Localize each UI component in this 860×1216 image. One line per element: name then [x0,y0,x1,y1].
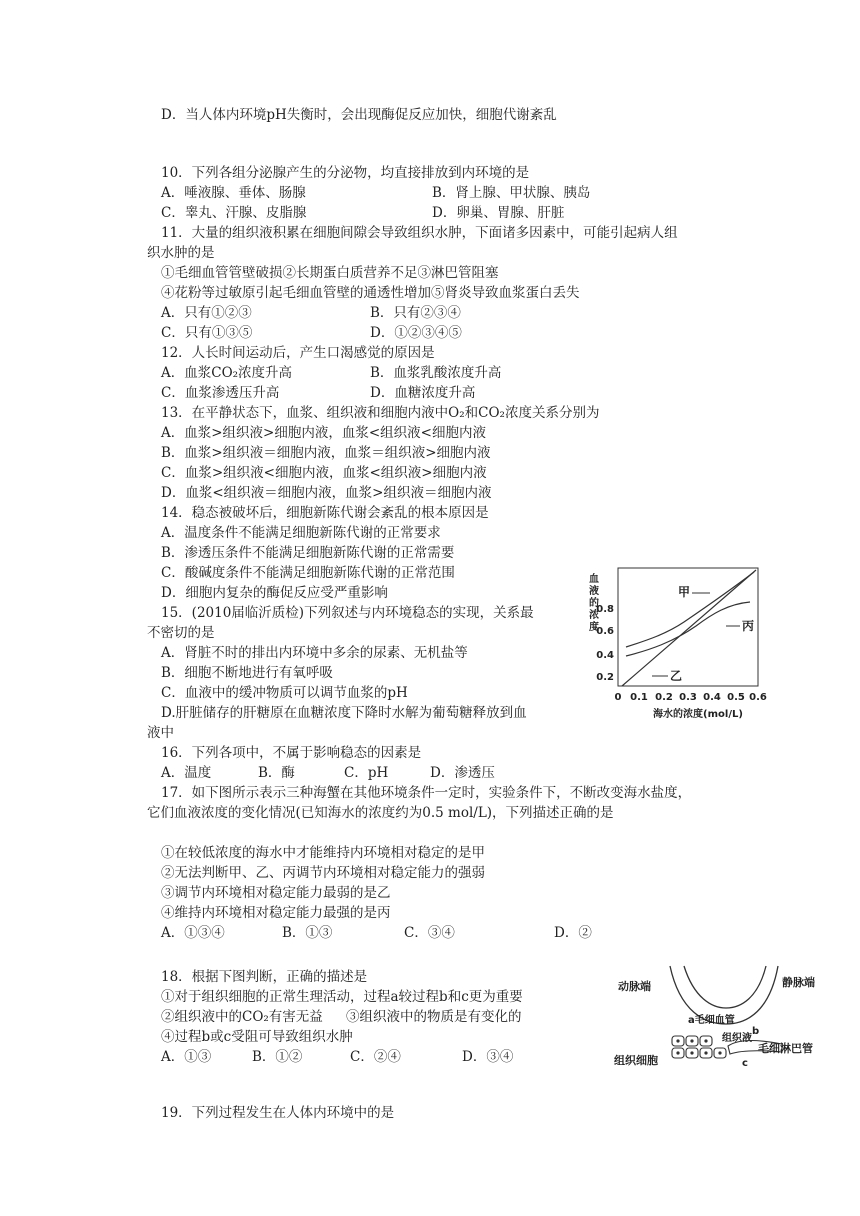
q14-option-c: C．酸碱度条件不能满足细胞新陈代谢的正常范围 [161,565,455,581]
q11-stem-cont: 织水肿的是 [147,245,215,261]
q15-option-c: C．血液中的缓冲物质可以调节血浆的pH [161,685,408,701]
q10-stem: 10．下列各组分泌腺产生的分泌物，均直接排放到内环境的是 [161,165,530,181]
tissue-cells-cluster [672,1036,726,1058]
q14-stem: 14．稳态被破坏后，细胞新陈代谢会紊乱的根本原因是 [161,505,489,521]
q14-option-b: B．渗透压条件不能满足细胞新陈代谢的正常需要 [161,545,455,561]
figure1-xtick-5: 0.5 [727,692,745,703]
figure1-xlabel: 海水的浓度(mol/L) [653,709,743,720]
q15-stem: 15．(2010届临沂质检)下列叙述与内环境稳态的实现，关系最 [161,605,534,621]
q13-option-d: D．血浆<组织液＝细胞内液，血浆>组织液＝细胞内液 [161,485,492,501]
capillary-inner-wall [684,966,766,1008]
figure1-xtick-3: 0.3 [679,692,697,703]
q12-option-b: B．血浆乳酸浓度升高 [370,365,502,381]
q18-item-1: ①对于组织细胞的正常生理活动，过程a较过程b和c更为重要 [161,989,523,1005]
q11-option-d: D．①②③④⑤ [370,325,462,341]
q16-stem: 16．下列各项中，不属于影响稳态的因素是 [161,745,422,761]
label-tissue-fluid: 组织液 [722,1033,752,1044]
q16-option-d: D．渗透压 [430,765,495,781]
figure1-xtick-4: 0.4 [703,692,721,703]
q11-stem: 11．大量的组织液积累在细胞间隙会导致组织水肿，下面诸多因素中，可能引起病人组 [161,225,678,241]
q16-option-a: A．温度 [161,765,212,781]
q12-stem: 12．人长时间运动后，产生口渴感觉的原因是 [161,345,435,361]
q11-item-2: ④花粉等过敏原引起毛细血管壁的通透性增加⑤肾炎导致血浆蛋白丢失 [161,285,580,301]
q11-option-c: C．只有①③⑤ [161,325,253,341]
figure1-ylabel: 血 [589,574,599,585]
label-tissue-cells: 组织细胞 [614,1054,658,1067]
q17-option-b: B．①③ [282,925,333,941]
q17-option-a: A．①③④ [161,925,225,941]
label-b: b [752,1026,760,1037]
q18-stem: 18．根据下图判断，正确的描述是 [161,969,368,985]
q10-option-c: C．睾丸、汗腺、皮脂腺 [161,205,307,221]
q15-option-d: D.肝脏储存的肝糖原在血糖浓度下降时水解为葡萄糖释放到血 [161,705,527,721]
q14-option-d: D．细胞内复杂的酶促反应受严重影响 [161,585,388,601]
q11-option-a: A．只有①②③ [161,305,252,321]
q10-option-d: D．卵巢、胃腺、肝脏 [432,205,565,221]
q15-option-a: A．肾脏不时的排出内环境中多余的尿素、无机盐等 [161,645,468,661]
q12-option-d: D．血糖浓度升高 [370,385,476,401]
q15-stem-cont: 不密切的是 [147,625,215,641]
figure1-ytick-2: 0.6 [596,626,614,637]
q17-item-1: ①在较低浓度的海水中才能维持内环境相对稳定的是甲 [161,845,485,861]
crab-blood-concentration-figure [578,560,768,722]
q12-option-c: C．血浆渗透压升高 [161,385,280,401]
svg-text:液: 液 [589,586,599,597]
figure1-label-yi: 乙 [670,669,683,683]
figure1-xtick-1: 0.1 [630,692,648,703]
label-lymph-capillary: 毛细淋巴管 [758,1042,813,1055]
figure1-xtick-0: 0 [614,692,622,703]
q18-item-2: ②组织液中的CO₂有害无益 [161,1009,323,1025]
q10-option-a: A．唾液腺、垂体、肠腺 [161,185,306,201]
q13-option-c: C．血浆>组织液<细胞内液，血浆<组织液>细胞内液 [161,465,487,481]
q17-option-d: D．② [554,925,592,941]
label-capillary: a毛细血管 [688,1015,735,1026]
q13-stem: 13．在平静状态下，血浆、组织液和细胞内液中O₂和CO₂浓度关系分别为 [161,405,600,421]
q17-option-c: C．③④ [404,925,455,941]
q16-option-c: C．pH [344,765,389,781]
q18-option-a: A．①③ [161,1049,212,1065]
figure1-curve-jia [626,572,754,647]
q14-option-a: A．温度条件不能满足细胞新陈代谢的正常要求 [161,525,441,541]
figure1-label-bing: 丙 [742,619,755,633]
svg-text:度: 度 [589,622,599,633]
q11-item-1: ①毛细血管管壁破损②长期蛋白质营养不足③淋巴管阻塞 [161,265,499,281]
q17-item-4: ④维持内环境相对稳定能力最强的是丙 [161,905,391,921]
figure1-label-jia: 甲 [678,585,691,599]
q19-stem: 19．下列过程发生在人体内环境中的是 [161,1105,395,1121]
q15-option-b: B．细胞不断地进行有氧呼吸 [161,665,333,681]
label-c: c [742,1058,748,1069]
capillary-tissue-diagram [610,962,840,1074]
label-artery-end: 动脉端 [618,980,651,993]
svg-text:的: 的 [589,598,599,609]
svg-text:浓: 浓 [589,610,599,621]
q15-option-d-cont: 液中 [147,725,174,741]
q18-option-b: B．①② [252,1049,303,1065]
q13-option-a: A．血浆>组织液>细胞内液，血浆<组织液<细胞内液 [161,425,486,441]
figure1-ytick-4: 0.2 [596,672,614,683]
q10-option-b: B．肾上腺、甲状腺、胰岛 [432,185,591,201]
q17-item-2: ②无法判断甲、乙、丙调节内环境相对稳定能力的强弱 [161,865,485,881]
q18-item-3: ③组织液中的物质是有变化的 [346,1009,522,1025]
q13-option-b: B．血浆>组织液＝细胞内液，血浆＝组织液>细胞内液 [161,445,491,461]
q18-item-4: ④过程b或c受阻可导致组织水肿 [161,1029,353,1045]
q17-item-3: ③调节内环境相对稳定能力最弱的是乙 [161,885,391,901]
figure1-xtick-6: 0.6 [749,692,767,703]
q11-option-b: B．只有②③④ [370,305,461,321]
label-vein-end: 静脉端 [782,976,815,989]
q16-option-b: B．酶 [258,765,295,781]
q18-option-d: D．③④ [462,1049,514,1065]
q12-option-a: A．血浆CO₂浓度升高 [161,365,293,381]
figure1-ytick-1: 0.8 [596,604,614,615]
q17-stem-cont: 它们血液浓度的变化情况(已知海水的浓度约为0.5 mol/L)，下列描述正确的是 [147,805,614,821]
q9-option-d: D．当人体内环境pH失衡时，会出现酶促反应加快，细胞代谢紊乱 [161,107,557,123]
figure1-xtick-2: 0.2 [655,692,673,703]
q18-option-c: C．②④ [350,1049,401,1065]
figure1-ytick-3: 0.4 [596,650,614,661]
q17-stem: 17．如下图所示表示三种海蟹在其他环境条件一定时，实验条件下，不断改变海水盐度， [161,785,692,801]
